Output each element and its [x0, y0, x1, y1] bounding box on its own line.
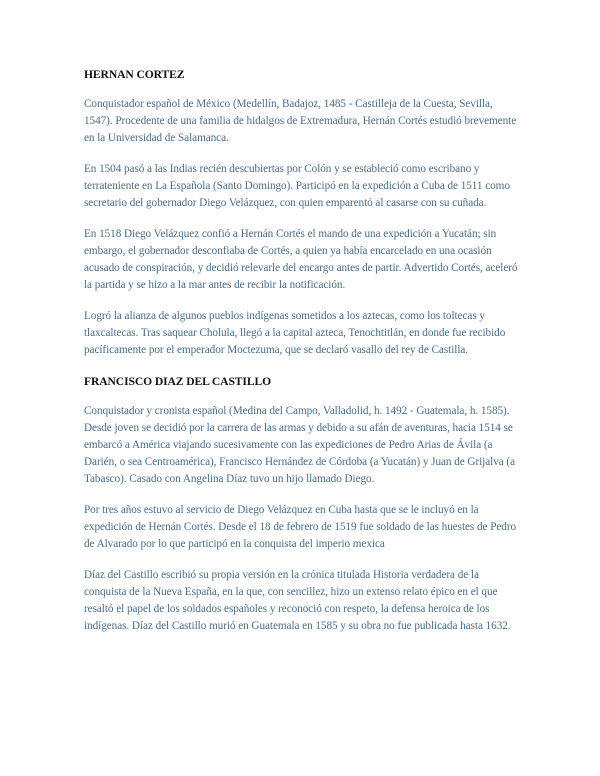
section-heading-hernan-cortez: HERNAN CORTEZ	[84, 68, 185, 81]
paragraph: Conquistador español de México (Medellín, Badajoz, 1485 - Castilleja de la Cuesta, Sevilla, 1547). Procedente de una familia de hidalgos de Extremadura, Hernán Cortés estudió brevemente en la Universidad de Salamanca.	[84, 98, 517, 144]
section-heading-francisco-diaz: FRANCISCO DIAZ DEL CASTILLO	[84, 375, 272, 388]
paragraph: Logró la alianza de algunos pueblos indígenas sometidos a los aztecas, como los toltecas y tlaxcaltecas. Tras saquear Cholula, llegó a la capital azteca, Tenochtitlán, en donde fue recibido pacíficamente por el emperador Moctezuma, que se declaró vasallo del rey de Castilla.	[84, 310, 506, 356]
paragraph: Díaz del Castillo escribió su propia versión en la crónica titulada Historia verdadera de la conquista de la Nueva España, en la que, con sencillez, hizo un extenso relato épico en el que resaltó el papel de los soldados españoles y reconoció con respeto, la defensa heroica de los indígenas. Díaz del Castillo murió en Guatemala en 1585 y su obra no fue publicada hasta 1632.	[84, 569, 511, 632]
paragraph: Por tres años estuvo al servicio de Diego Velázquez en Cuba hasta que se le incluyó en la expedición de Hernán Cortés. Desde el 18 de febrero de 1519 fue soldado de las huestes de Pedro de Alvarado por lo que participó en la conquista del imperio mexica	[84, 504, 517, 550]
paragraph: En 1504 pasó a las Indias recién descubiertas por Colón y se estableció como escribano y terrateniente en La Española (Santo Domingo). Participó en la expedición a Cuba de 1511 como secretario del gobernador Diego Velázquez, con quien emparentó al casarse con su cuñada.	[84, 163, 510, 209]
document-body	[84, 66, 524, 635]
paragraph: En 1518 Diego Velázquez confió a Hernán Cortés el mando de una expedición a Yucatán; sin embargo, el gobernador desconfiaba de Cortés, a quien ya había encarcelado en una ocasión acusado de conspiración, y decidió relevarle del encargo antes de partir. Advertido Cortés, aceleró la partida y se hizo a la mar antes de recibir la notificación.	[84, 228, 518, 291]
paragraph: Conquistador y cronista español (Medina del Campo, Valladolid, h. 1492 - Guatemala, h. 1585). Desde joven se decidió por la carrera de las armas y debido a su afán de aventuras, hacia 1514 se embarcó a América viajando sucesivamente con las expediciones de Pedro Arias de Ávila (a Darién, o sea Centroamérica), Francisco Hernández de Córdoba (a Yucatán) y Juan de Grijalva (a Tabasco). Casado con Angelina Díaz tuvo un hijo llamado Diego.	[84, 405, 516, 485]
